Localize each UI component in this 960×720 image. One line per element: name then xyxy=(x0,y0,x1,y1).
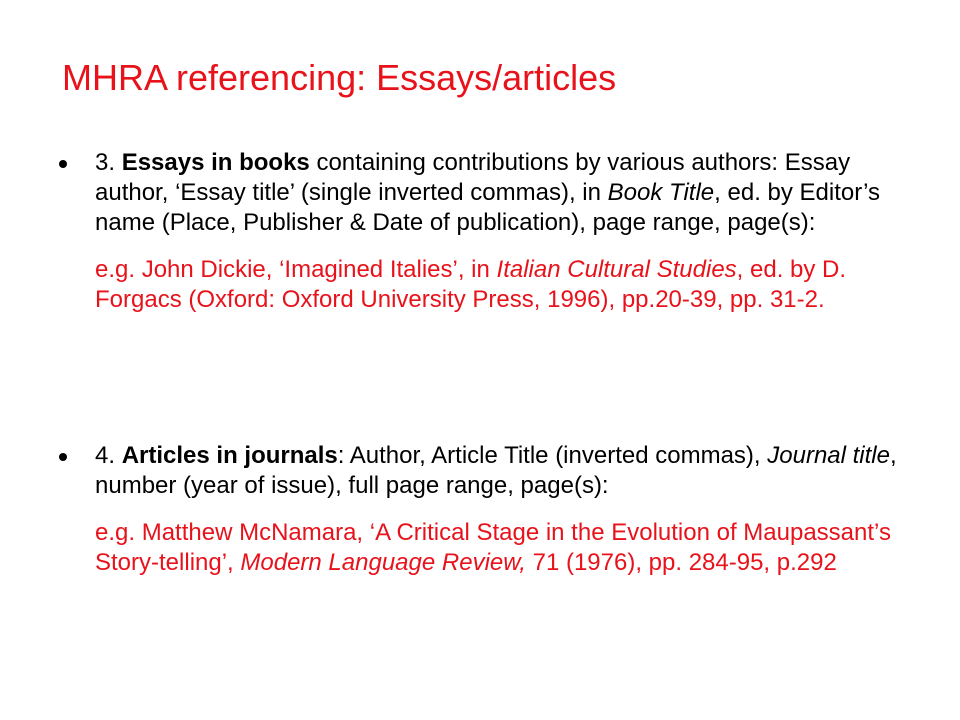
item-number: 3. xyxy=(95,149,116,176)
desc-part-2: , number (year of issue), full page range, page(s): xyxy=(95,442,897,499)
example-part-1: e.g. John Dickie, ‘Imagined Italies’, in xyxy=(95,256,497,283)
desc-italic: Book Title xyxy=(607,179,715,206)
item-heading: Essays in books xyxy=(121,149,310,176)
bullet-dot xyxy=(59,160,67,168)
example-part-2: , ed. by D. Forgacs (Oxford: Oxford University Press, 1996), pp.20-39, pp. 31-2. xyxy=(95,256,847,313)
example-italic: Italian Cultural Studies xyxy=(496,256,737,283)
example-part-1: e.g. Matthew McNamara, ‘A Critical Stage in the Evolution of Maupassant’s Story-telling’, xyxy=(95,519,891,576)
desc-part-1: containing contributions by various authors: Essay author, ‘Essay title’ (single inverted commas), in xyxy=(95,149,851,206)
bullet-description xyxy=(95,148,925,238)
bullet-essays-in-books xyxy=(95,148,925,315)
example-part-2: 71 (1976), pp. 284-95, p.292 xyxy=(525,549,837,576)
bullet-description xyxy=(95,441,925,501)
example-citation xyxy=(95,518,925,578)
slide-title: MHRA referencing: Essays/articles xyxy=(62,57,617,98)
example-italic: Modern Language Review, xyxy=(240,549,526,576)
desc-italic: Journal title xyxy=(767,442,890,469)
bullet-dot xyxy=(59,453,67,461)
desc-part-2: , ed. by Editor’s name (Place, Publisher & Date of publication), page range, page(s): xyxy=(95,179,881,236)
item-heading: Articles in journals xyxy=(121,442,338,469)
item-number: 4. xyxy=(95,442,116,469)
desc-part-1: : Author, Article Title (inverted commas), xyxy=(337,442,768,469)
bullet-articles-in-journals xyxy=(95,441,925,578)
example-citation xyxy=(95,255,925,315)
